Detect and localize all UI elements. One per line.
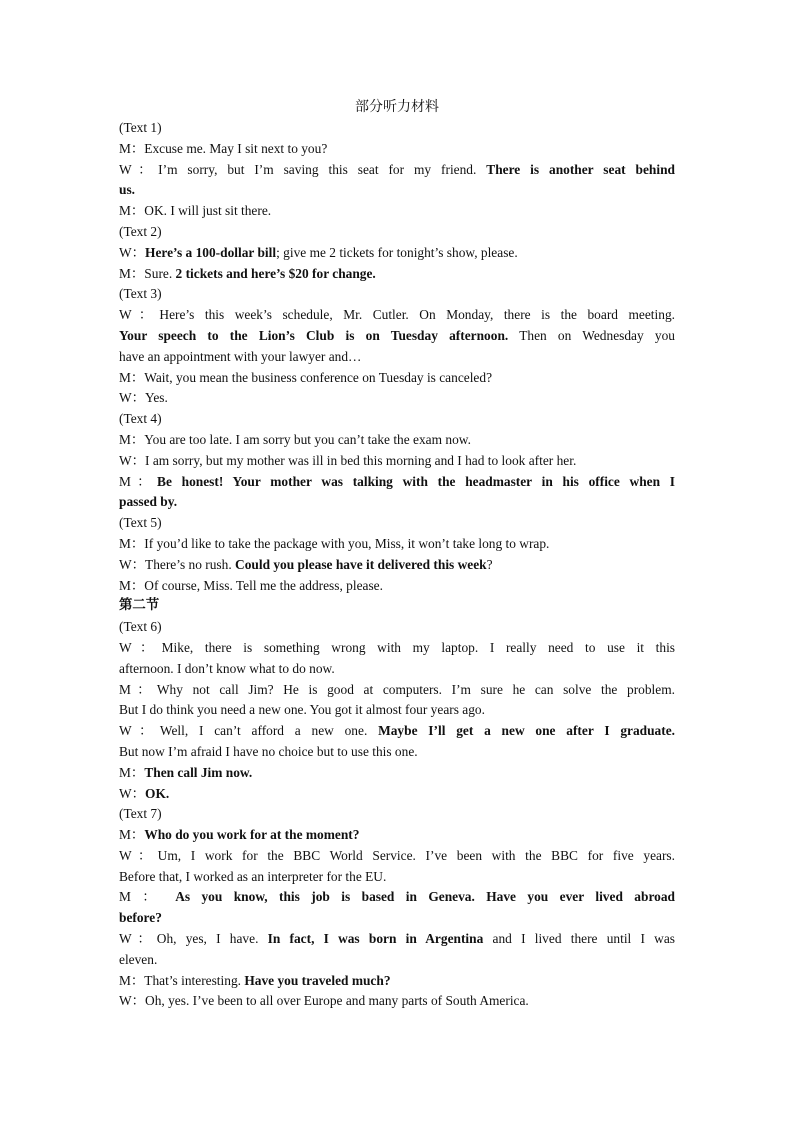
page-title: 部分听力材料 — [355, 99, 439, 115]
line-text: W：Yes. — [119, 390, 168, 406]
bold-text: Be honest! Your mother was talking with the headmaster in his office when I — [157, 473, 675, 489]
transcript-line — [119, 284, 675, 305]
line-text: M：Wait, you mean the business conference on Tuesday is canceled? — [119, 369, 493, 385]
transcript-line — [119, 513, 675, 534]
line-text: M：You are too late. I am sorry but you can’t take the exam now. — [119, 431, 471, 447]
line-text: M：Excuse me. May I sit next to you? — [119, 140, 328, 156]
line-text: But now I’m afraid I have no choice but to use this one. — [119, 743, 418, 759]
document-page — [119, 96, 675, 1012]
transcript-line — [119, 222, 675, 243]
line-text: M：Sure. — [119, 265, 176, 281]
bold-text: As you know, this job is based in Geneva. Have you ever lived abroad — [175, 889, 675, 905]
line-text: W：Um, I work for the BBC World Service. I’ve been with the BBC for five years. — [119, 847, 675, 863]
transcript-line — [119, 763, 675, 784]
transcript-line — [119, 825, 675, 846]
bold-text: Here’s a 100-dollar bill — [145, 244, 277, 260]
transcript-line — [119, 950, 675, 971]
line-text: and I lived there until I was — [483, 931, 675, 947]
line-text: (Text 1) — [119, 120, 162, 135]
line-text: M： — [119, 827, 145, 843]
transcript-body — [119, 118, 675, 1012]
transcript-line — [119, 305, 675, 326]
line-text: afternoon. I don’t know what to do now. — [119, 660, 335, 676]
line-text: (Text 7) — [119, 806, 162, 822]
transcript-line — [119, 118, 675, 139]
line-text: W：Oh, yes. I’ve been to all over Europe and many parts of South America. — [119, 993, 529, 1009]
transcript-line — [119, 201, 675, 222]
bold-text: passed by. — [119, 494, 178, 510]
section-heading — [119, 596, 675, 617]
transcript-line — [119, 867, 675, 888]
transcript-line — [119, 368, 675, 389]
bold-text: before? — [119, 910, 162, 926]
line-text: eleven. — [119, 951, 158, 967]
line-text: W：Well, I can’t afford a new one. — [119, 723, 379, 739]
line-text: (Text 6) — [119, 619, 162, 635]
transcript-line — [119, 451, 675, 472]
transcript-line — [119, 971, 675, 992]
transcript-line — [119, 347, 675, 368]
line-text: W：There’s no rush. — [119, 556, 236, 572]
line-text: M：If you’d like to take the package with you, Miss, it won’t take long to wrap. — [119, 535, 550, 551]
line-text: Then on Wednesday you — [508, 327, 675, 343]
line-text: (Text 4) — [119, 411, 162, 427]
bold-text: There is another seat behind — [486, 161, 675, 177]
transcript-line — [119, 721, 675, 742]
line-text: (Text 2) — [119, 223, 162, 239]
line-text: W：Mike, there is something wrong with my laptop. I really need to use it this — [119, 639, 675, 655]
bold-text: In fact, I was born in Argentina — [267, 931, 484, 947]
transcript-line — [119, 659, 675, 680]
line-text: W：I am sorry, but my mother was ill in bed this morning and I had to look after her. — [119, 452, 577, 468]
line-text: M：Why not call Jim? He is good at computers. I’m sure he can solve the problem. — [119, 681, 675, 697]
line-text: M：That’s interesting. — [119, 972, 245, 988]
line-text: W： — [119, 785, 146, 801]
line-text: have an appointment with your lawyer and… — [119, 348, 362, 364]
transcript-line — [119, 804, 675, 825]
bold-text: Maybe I’ll get a new one after I graduate. — [378, 723, 675, 739]
bold-text: Who do you work for at the moment? — [144, 827, 360, 843]
line-text: ? — [486, 556, 493, 572]
transcript-line — [119, 638, 675, 659]
transcript-line — [119, 846, 675, 867]
line-text: (Text 5) — [119, 515, 162, 531]
line-text: M ： — [119, 889, 176, 905]
transcript-line — [119, 388, 675, 409]
bold-text: Then call Jim now. — [144, 764, 253, 780]
transcript-line — [119, 139, 675, 160]
line-text: (Text 3) — [119, 286, 162, 302]
line-text: M：Of course, Miss. Tell me the address, please. — [119, 577, 383, 593]
transcript-line — [119, 991, 675, 1012]
line-text: M： — [119, 764, 145, 780]
transcript-line — [119, 409, 675, 430]
line-text: 第二节 — [119, 598, 160, 614]
transcript-line — [119, 700, 675, 721]
transcript-line — [119, 472, 675, 493]
transcript-line — [119, 929, 675, 950]
line-text: M：OK. I will just sit there. — [119, 203, 272, 219]
line-text: M： — [119, 473, 158, 489]
transcript-line — [119, 555, 675, 576]
transcript-line — [119, 784, 675, 805]
transcript-line — [119, 492, 675, 513]
transcript-line — [119, 326, 675, 347]
bold-text: Your speech to the Lion’s Club is on Tuesday afternoon. — [119, 327, 509, 343]
line-text: W：I’m sorry, but I’m saving this seat for my friend. — [119, 161, 487, 177]
line-text: ; give me 2 tickets for tonight’s show, please. — [276, 244, 518, 260]
bold-text: Could you please have it delivered this week — [235, 556, 487, 572]
line-text: W： — [119, 244, 146, 260]
transcript-line — [119, 908, 675, 929]
transcript-line — [119, 680, 675, 701]
bold-text: us. — [119, 182, 136, 198]
transcript-line — [119, 180, 675, 201]
transcript-line — [119, 160, 675, 181]
line-text: Before that, I worked as an interpreter for the EU. — [119, 868, 387, 884]
bold-text: OK. — [145, 785, 170, 801]
bold-text: Have you traveled much? — [244, 972, 391, 988]
transcript-line — [119, 534, 675, 555]
line-text: But I do think you need a new one. You got it almost four years ago. — [119, 702, 485, 718]
line-text: W：Here’s this week’s schedule, Mr. Cutler. On Monday, there is the board meeting. — [119, 307, 675, 323]
transcript-line — [119, 243, 675, 264]
transcript-line — [119, 617, 675, 638]
transcript-line — [119, 430, 675, 451]
line-text: W：Oh, yes, I have. — [119, 931, 268, 947]
bold-text: 2 tickets and here’s $20 for change. — [175, 265, 376, 281]
transcript-line — [119, 576, 675, 597]
transcript-line — [119, 264, 675, 285]
transcript-line — [119, 887, 675, 908]
transcript-line — [119, 742, 675, 763]
